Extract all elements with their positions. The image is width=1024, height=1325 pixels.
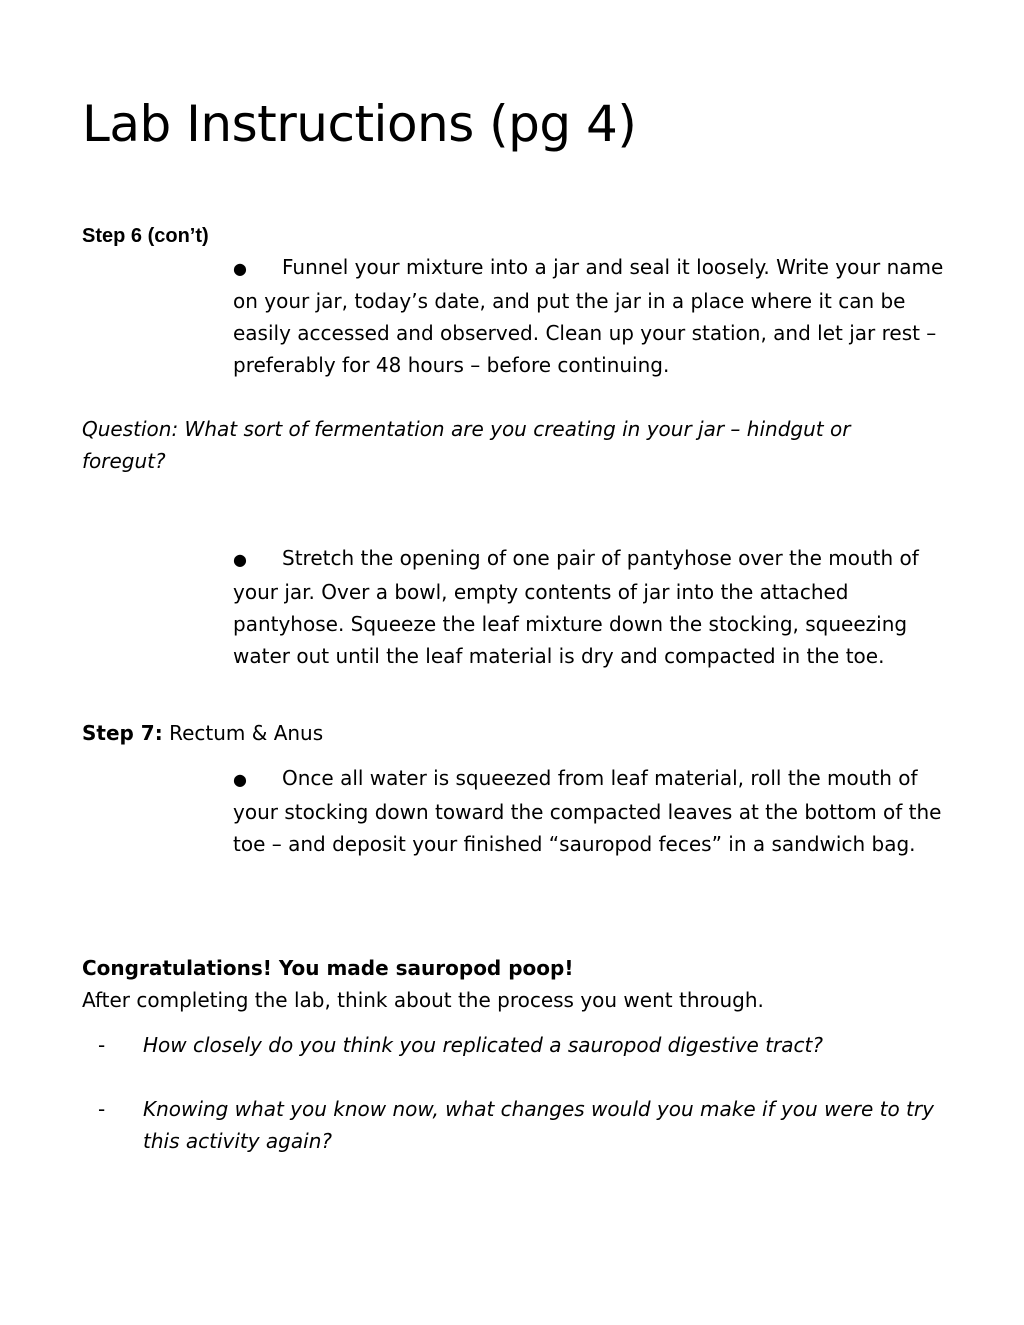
bullet-icon: ●	[233, 550, 247, 569]
reflection-question	[98, 1029, 938, 1061]
step-6-bullet-2	[233, 542, 945, 672]
step-6-bullet-1-text: Funnel your mixture into a jar and seal it loosely. Write your name on your jar, today’s date, and put the jar in a place where it can be easily accessed and observed. Clean up your station, and let jar rest – preferably for 48 hours – before continuing.	[233, 255, 944, 377]
step-6-heading: Step 6 (con’t)	[82, 225, 209, 247]
reflection-question-text: Knowing what you know now, what changes would you make if you were to try this activity again?	[143, 1097, 934, 1153]
bullet-icon: ●	[233, 770, 247, 789]
dash-marker: -	[98, 1033, 106, 1057]
page-title: Lab Instructions (pg 4)	[82, 95, 637, 153]
step-7-label: Step 7:	[82, 721, 163, 745]
step-6-bullet-1	[233, 251, 945, 381]
bullet-icon: ●	[233, 259, 247, 278]
reflection-question	[98, 1093, 938, 1157]
fermentation-question: Question: What sort of fermentation are you creating in your jar – hindgut or foregut?	[82, 417, 851, 473]
reflection-intro: After completing the lab, think about the process you went through.	[82, 988, 764, 1012]
step-6-bullet-2-text: Stretch the opening of one pair of pantyhose over the mouth of your jar. Over a bowl, empty contents of jar into the attached pantyhose. Squeeze the leaf mixture down the stocking, squeezing water out until the leaf material is dry and compacted in the toe.	[233, 546, 919, 668]
dash-marker: -	[98, 1097, 106, 1121]
reflection-question-text: How closely do you think you replicated a sauropod digestive tract?	[143, 1033, 823, 1057]
step-7-heading	[82, 717, 323, 749]
step-7-name: Rectum & Anus	[169, 721, 324, 745]
step-7-bullet-1	[233, 762, 945, 860]
congratulations-heading: Congratulations! You made sauropod poop!	[82, 956, 574, 980]
step-7-bullet-1-text: Once all water is squeezed from leaf material, roll the mouth of your stocking down toward the compacted leaves at the bottom of the toe – and deposit your finished “sauropod feces” in a sandwich bag.	[233, 766, 942, 856]
